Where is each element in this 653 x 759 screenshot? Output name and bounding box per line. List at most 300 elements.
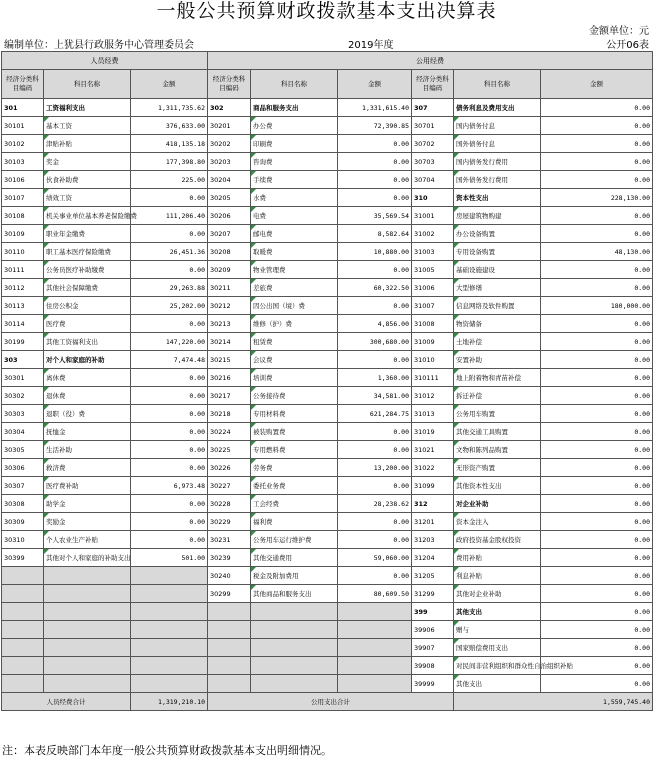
code-cell [208, 657, 251, 675]
code-cell: 39999 [412, 675, 454, 693]
comment-marker-icon [251, 171, 256, 176]
comment-marker-icon [454, 657, 459, 662]
amount-cell: 4,856.00 [338, 315, 412, 333]
code-cell: 30110 [2, 243, 44, 261]
amount-cell: 35,569.54 [338, 207, 412, 225]
code-cell: 30399 [2, 549, 44, 567]
table-row [2, 225, 653, 243]
public-total-label: 公用支出合计 [208, 693, 454, 711]
comment-marker-icon [251, 315, 256, 320]
name-cell [44, 585, 131, 603]
table-row [2, 423, 653, 441]
table-row [2, 333, 653, 351]
code-cell: 31099 [412, 477, 454, 495]
code-cell [2, 567, 44, 585]
name-cell: 因公出国（境）费 [251, 297, 338, 315]
amount-cell: 0.00 [541, 387, 653, 405]
name-cell: 其他工资福利支出 [44, 333, 131, 351]
table-row [2, 243, 653, 261]
amount-cell: 0.00 [131, 315, 208, 333]
name-cell [44, 621, 131, 639]
name-cell: 办公费 [251, 117, 338, 135]
name-cell: 国内债务付息 [454, 117, 541, 135]
comment-marker-icon [251, 459, 256, 464]
amount-cell: 8,582.64 [338, 225, 412, 243]
amount-cell: 0.00 [541, 171, 653, 189]
name-cell: 安置补助 [454, 351, 541, 369]
code-cell: 30228 [208, 495, 251, 513]
name-cell: 土地补偿 [454, 333, 541, 351]
table-row [2, 459, 653, 477]
code-cell [208, 603, 251, 621]
amount-cell: 0.00 [338, 423, 412, 441]
amount-cell: 225.00 [131, 171, 208, 189]
amount-cell: 0.00 [541, 639, 653, 657]
amount-cell [131, 675, 208, 693]
name-cell: 地上附着物和青苗补偿 [454, 369, 541, 387]
amount-cell: 300,680.00 [338, 333, 412, 351]
name-cell: 费用补贴 [454, 549, 541, 567]
name-cell: 基本工资 [44, 117, 131, 135]
comment-marker-icon [44, 477, 49, 482]
name-cell: 退休费 [44, 387, 131, 405]
code-cell: 30240 [208, 567, 251, 585]
amount-cell: 0.00 [541, 351, 653, 369]
amount-cell: 60,322.50 [338, 279, 412, 297]
table-row [2, 117, 653, 135]
code-cell: 30214 [208, 333, 251, 351]
code-cell [208, 675, 251, 693]
code-cell [2, 657, 44, 675]
section-public: 公用经费 [208, 52, 653, 70]
comment-marker-icon [44, 333, 49, 338]
comment-marker-icon [454, 117, 459, 122]
name-cell: 其他社会保障缴费 [44, 279, 131, 297]
code-cell: 30108 [2, 207, 44, 225]
code-cell: 30224 [208, 423, 251, 441]
table-row [2, 477, 653, 495]
name-cell: 专用设备购置 [454, 243, 541, 261]
code-cell: 31001 [412, 207, 454, 225]
name-cell [251, 621, 338, 639]
comment-marker-icon [251, 261, 256, 266]
amount-cell: 0.00 [541, 531, 653, 549]
table-row [2, 441, 653, 459]
amount-cell: 1,360.00 [338, 369, 412, 387]
code-cell: 31203 [412, 531, 454, 549]
amount-cell: 34,581.00 [338, 387, 412, 405]
name-cell: 咨询费 [251, 153, 338, 171]
name-cell: 职业年金缴费 [44, 225, 131, 243]
code-cell: 30701 [412, 117, 454, 135]
name-cell: 工资福利支出 [44, 99, 131, 117]
expenditure-table [1, 51, 653, 711]
code-cell: 30226 [208, 459, 251, 477]
comment-marker-icon [44, 189, 49, 194]
comment-marker-icon [251, 567, 256, 572]
code-cell: 30107 [2, 189, 44, 207]
code-cell: 30301 [2, 369, 44, 387]
name-cell: 印刷费 [251, 135, 338, 153]
code-cell: 310 [412, 189, 454, 207]
code-cell: 31013 [412, 405, 454, 423]
amount-cell: 0.00 [338, 297, 412, 315]
amount-cell: 0.00 [541, 99, 653, 117]
comment-marker-icon [454, 585, 459, 590]
code-cell: 30207 [208, 225, 251, 243]
code-cell: 30203 [208, 153, 251, 171]
name-cell: 电费 [251, 207, 338, 225]
code-cell: 31005 [412, 261, 454, 279]
amount-cell: 7,474.48 [131, 351, 208, 369]
name-cell: 赠与 [454, 621, 541, 639]
comment-marker-icon [44, 369, 49, 374]
comment-marker-icon [454, 333, 459, 338]
name-cell [44, 639, 131, 657]
name-cell: 水费 [251, 189, 338, 207]
name-cell: 其他交通工具购置 [454, 423, 541, 441]
amount-cell: 0.00 [131, 189, 208, 207]
amount-cell: 72,390.85 [338, 117, 412, 135]
name-cell: 国家赔偿费用支出 [454, 639, 541, 657]
name-cell: 绩效工资 [44, 189, 131, 207]
header-code: 经济分类科目编码 [412, 70, 454, 99]
amount-cell [338, 639, 412, 657]
comment-marker-icon [454, 639, 459, 644]
amount-cell [338, 603, 412, 621]
amount-cell: 0.00 [541, 567, 653, 585]
amount-cell: 0.00 [338, 513, 412, 531]
code-cell: 30209 [208, 261, 251, 279]
name-cell: 房屋建筑物购建 [454, 207, 541, 225]
name-cell: 物业管理费 [251, 261, 338, 279]
comment-marker-icon [454, 297, 459, 302]
name-cell: 其他资本性支出 [454, 477, 541, 495]
name-cell: 无形资产购置 [454, 459, 541, 477]
code-cell: 31008 [412, 315, 454, 333]
amount-cell: 0.00 [338, 531, 412, 549]
amount-cell: 0.00 [131, 405, 208, 423]
code-cell: 31019 [412, 423, 454, 441]
amount-cell: 0.00 [338, 441, 412, 459]
amount-cell: 0.00 [541, 153, 653, 171]
org-label: 编制单位：上犹县行政服务中心管理委员会 [4, 40, 194, 51]
table-row [2, 495, 653, 513]
table-row [2, 531, 653, 549]
amount-cell: 0.00 [541, 459, 653, 477]
amount-cell: 28,238.62 [338, 495, 412, 513]
amount-cell [338, 675, 412, 693]
code-cell: 31006 [412, 279, 454, 297]
header-code: 经济分类科目编码 [2, 70, 44, 99]
name-cell: 债务利息及费用支出 [454, 99, 541, 117]
name-cell: 委托业务费 [251, 477, 338, 495]
comment-marker-icon [251, 495, 256, 500]
amount-cell: 0.00 [541, 279, 653, 297]
amount-cell: 0.00 [131, 459, 208, 477]
amount-cell: 0.00 [541, 261, 653, 279]
amount-cell: 180,000.00 [541, 297, 653, 315]
amount-cell: 0.00 [338, 153, 412, 171]
amount-cell: 0.00 [541, 621, 653, 639]
comment-marker-icon [44, 531, 49, 536]
header-amount: 金额 [338, 70, 412, 99]
code-cell: 30303 [2, 405, 44, 423]
name-cell: 文物和陈列品购置 [454, 441, 541, 459]
amount-cell: 0.00 [541, 117, 653, 135]
comment-marker-icon [251, 369, 256, 374]
comment-marker-icon [454, 405, 459, 410]
name-cell: 助学金 [44, 495, 131, 513]
comment-marker-icon [251, 117, 256, 122]
comment-marker-icon [44, 135, 49, 140]
code-cell: 303 [2, 351, 44, 369]
code-cell: 399 [412, 603, 454, 621]
comment-marker-icon [251, 243, 256, 248]
section-personnel: 人员经费 [2, 52, 208, 70]
code-cell: 31003 [412, 243, 454, 261]
comment-marker-icon [251, 423, 256, 428]
code-cell [2, 675, 44, 693]
table-row [2, 351, 653, 369]
code-cell: 31021 [412, 441, 454, 459]
comment-marker-icon [44, 405, 49, 410]
table-row [2, 621, 653, 639]
name-cell: 津贴补贴 [44, 135, 131, 153]
amount-cell: 0.00 [541, 405, 653, 423]
name-cell: 离休费 [44, 369, 131, 387]
name-cell: 医疗费补助 [44, 477, 131, 495]
amount-cell: 0.00 [541, 513, 653, 531]
comment-marker-icon [454, 369, 459, 374]
code-cell: 30704 [412, 171, 454, 189]
code-cell: 30205 [208, 189, 251, 207]
name-cell: 租赁费 [251, 333, 338, 351]
name-cell: 公务员医疗补助缴费 [44, 261, 131, 279]
code-cell: 301 [2, 99, 44, 117]
amount-cell: 0.00 [338, 261, 412, 279]
code-cell: 31201 [412, 513, 454, 531]
code-cell: 30304 [2, 423, 44, 441]
name-cell: 国外债务发行费用 [454, 171, 541, 189]
name-cell: 公务用车运行维护费 [251, 531, 338, 549]
code-cell: 30114 [2, 315, 44, 333]
name-cell: 其他支出 [454, 675, 541, 693]
comment-marker-icon [454, 315, 459, 320]
code-cell: 39906 [412, 621, 454, 639]
comment-marker-icon [44, 225, 49, 230]
comment-marker-icon [251, 153, 256, 158]
amount-cell [338, 657, 412, 675]
name-cell: 其他交通费用 [251, 549, 338, 567]
code-cell: 30204 [208, 171, 251, 189]
comment-marker-icon [454, 513, 459, 518]
amount-cell [131, 639, 208, 657]
code-cell: 30239 [208, 549, 251, 567]
table-row [2, 279, 653, 297]
name-cell [251, 603, 338, 621]
comment-marker-icon [251, 135, 256, 140]
code-cell: 312 [412, 495, 454, 513]
amount-cell: 376,633.00 [131, 117, 208, 135]
comment-marker-icon [251, 387, 256, 392]
table-row [2, 135, 653, 153]
amount-cell: 0.00 [541, 333, 653, 351]
table-row [2, 387, 653, 405]
comment-marker-icon [454, 387, 459, 392]
comment-marker-icon [44, 207, 49, 212]
name-cell: 奖励金 [44, 513, 131, 531]
name-cell: 物资储备 [454, 315, 541, 333]
comment-marker-icon [251, 441, 256, 446]
code-cell: 30103 [2, 153, 44, 171]
code-cell: 30225 [208, 441, 251, 459]
name-cell: 福利费 [251, 513, 338, 531]
name-cell [251, 675, 338, 693]
table-row [2, 603, 653, 621]
code-cell: 31002 [412, 225, 454, 243]
amount-cell: 0.00 [541, 369, 653, 387]
comment-marker-icon [44, 315, 49, 320]
code-cell: 30111 [2, 261, 44, 279]
name-cell: 维修（护）费 [251, 315, 338, 333]
comment-marker-icon [44, 423, 49, 428]
header-name: 科目名称 [454, 70, 541, 99]
amount-cell: 228,130.00 [541, 189, 653, 207]
name-cell [44, 603, 131, 621]
name-cell: 其他商品和服务支出 [251, 585, 338, 603]
amount-cell [131, 603, 208, 621]
name-cell: 取暖费 [251, 243, 338, 261]
amount-cell [131, 657, 208, 675]
amount-cell: 48,130.00 [541, 243, 653, 261]
comment-marker-icon [44, 513, 49, 518]
amount-cell: 177,398.80 [131, 153, 208, 171]
name-cell: 政府投资基金股权投资 [454, 531, 541, 549]
table-row [2, 99, 653, 117]
code-cell: 31022 [412, 459, 454, 477]
amount-cell: 0.00 [131, 441, 208, 459]
comment-marker-icon [454, 135, 459, 140]
public-total: 1,559,745.40 [454, 693, 653, 711]
amount-cell: 26,451.36 [131, 243, 208, 261]
amount-cell: 29,263.88 [131, 279, 208, 297]
name-cell: 抚恤金 [44, 423, 131, 441]
amount-cell: 0.00 [541, 657, 653, 675]
table-row [2, 513, 653, 531]
table-row [2, 639, 653, 657]
comment-marker-icon [454, 351, 459, 356]
personnel-total-label: 人员经费合计 [2, 693, 131, 711]
comment-marker-icon [251, 225, 256, 230]
name-cell: 差旅费 [251, 279, 338, 297]
amount-cell: 0.00 [541, 675, 653, 693]
amount-cell: 0.00 [541, 477, 653, 495]
amount-cell: 0.00 [338, 189, 412, 207]
comment-marker-icon [44, 549, 49, 554]
code-cell: 30703 [412, 153, 454, 171]
amount-cell: 10,880.00 [338, 243, 412, 261]
name-cell: 公务用车购置 [454, 405, 541, 423]
comment-marker-icon [251, 531, 256, 536]
code-cell: 31009 [412, 333, 454, 351]
amount-cell: 0.00 [541, 603, 653, 621]
amount-cell: 0.00 [541, 549, 653, 567]
table-row [2, 675, 653, 693]
code-cell: 31204 [412, 549, 454, 567]
header-name: 科目名称 [251, 70, 338, 99]
code-cell: 30229 [208, 513, 251, 531]
table-row [2, 585, 653, 603]
header-amount: 金额 [541, 70, 653, 99]
name-cell: 机关事业单位基本养老保险缴费 [44, 207, 131, 225]
code-cell: 30231 [208, 531, 251, 549]
code-cell: 30216 [208, 369, 251, 387]
amount-cell: 0.00 [541, 585, 653, 603]
table-row [2, 189, 653, 207]
code-cell: 30199 [2, 333, 44, 351]
name-cell: 培训费 [251, 369, 338, 387]
code-cell: 30109 [2, 225, 44, 243]
comment-marker-icon [454, 531, 459, 536]
code-cell: 30702 [412, 135, 454, 153]
amount-cell: 59,060.00 [338, 549, 412, 567]
amount-cell: 0.00 [131, 369, 208, 387]
comment-marker-icon [251, 297, 256, 302]
amount-cell: 0.00 [541, 225, 653, 243]
name-cell: 救济费 [44, 459, 131, 477]
name-cell: 工会经费 [251, 495, 338, 513]
unit-label: 金额单位：元 [589, 26, 649, 37]
amount-cell [131, 585, 208, 603]
code-cell: 30310 [2, 531, 44, 549]
code-cell: 30213 [208, 315, 251, 333]
name-cell: 专用材料费 [251, 405, 338, 423]
comment-marker-icon [454, 675, 459, 680]
amount-cell: 0.00 [541, 495, 653, 513]
amount-cell: 0.00 [131, 261, 208, 279]
amount-cell: 147,220.00 [131, 333, 208, 351]
amount-cell: 0.00 [338, 171, 412, 189]
comment-marker-icon [44, 495, 49, 500]
name-cell: 手续费 [251, 171, 338, 189]
comment-marker-icon [44, 261, 49, 266]
table-row [2, 405, 653, 423]
name-cell: 生活补助 [44, 441, 131, 459]
comment-marker-icon [454, 243, 459, 248]
code-cell [2, 639, 44, 657]
name-cell: 职工基本医疗保险缴费 [44, 243, 131, 261]
name-cell [251, 657, 338, 675]
code-cell: 30201 [208, 117, 251, 135]
comment-marker-icon [454, 279, 459, 284]
name-cell: 国外债务付息 [454, 135, 541, 153]
code-cell: 31010 [412, 351, 454, 369]
table-row [2, 567, 653, 585]
code-cell: 30218 [208, 405, 251, 423]
code-cell: 30302 [2, 387, 44, 405]
amount-cell: 1,311,735.62 [131, 99, 208, 117]
table-row [2, 549, 653, 567]
code-cell: 30217 [208, 387, 251, 405]
name-cell: 退职（役）费 [44, 405, 131, 423]
name-cell: 办公设备购置 [454, 225, 541, 243]
code-cell [208, 639, 251, 657]
comment-marker-icon [44, 297, 49, 302]
name-cell: 其他对个人和家庭的补助支出 [44, 549, 131, 567]
name-cell: 个人农业生产补贴 [44, 531, 131, 549]
table-row [2, 315, 653, 333]
